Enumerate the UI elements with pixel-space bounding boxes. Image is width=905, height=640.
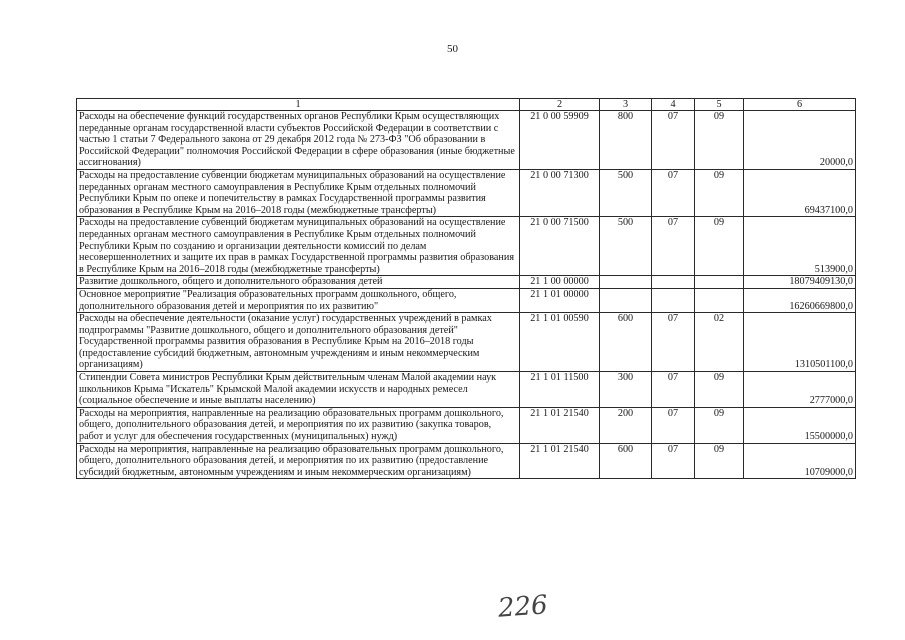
row-col3: 600 — [600, 443, 652, 479]
row-col4: 07 — [652, 111, 695, 170]
row-col4: 07 — [652, 407, 695, 443]
table-row — [77, 217, 856, 276]
row-code: 21 1 01 00590 — [520, 313, 600, 372]
row-col3: 200 — [600, 407, 652, 443]
row-amount: 1310501100,0 — [744, 313, 856, 372]
row-code: 21 1 01 21540 — [520, 407, 600, 443]
row-description: Расходы на предоставление субвенции бюджетам муниципальных образований на осуществление переданных органам местного самоуправления в Республике Крым отдельных полномочий Республики Крым по опеке и попечительству в рамках Государственной программы развития образования в Республике Крым на 2016–2018 годы (межбюджетные трансферты) — [77, 169, 520, 216]
column-header-3: 3 — [600, 99, 652, 111]
row-col5 — [695, 276, 744, 289]
row-amount: 20000,0 — [744, 111, 856, 170]
column-header-2: 2 — [520, 99, 600, 111]
column-header-5: 5 — [695, 99, 744, 111]
handwritten-page-note: 226 — [497, 590, 549, 624]
table-header-row — [77, 99, 856, 111]
row-col5: 09 — [695, 111, 744, 170]
row-code: 21 0 00 59909 — [520, 111, 600, 170]
row-col5 — [695, 288, 744, 312]
row-col3: 300 — [600, 372, 652, 408]
row-amount: 10709000,0 — [744, 443, 856, 479]
row-code: 21 1 00 00000 — [520, 276, 600, 289]
row-code: 21 1 01 00000 — [520, 288, 600, 312]
row-col4: 07 — [652, 372, 695, 408]
row-description: Расходы на мероприятия, направленные на реализацию образовательных программ дошкольного, общего, дополнительного образования детей, и мероприятия по их развитию (закупка товаров, работ и услуг для обеспечения государственных (муниципальных) нужд) — [77, 407, 520, 443]
row-code: 21 1 01 21540 — [520, 443, 600, 479]
row-amount: 69437100,0 — [744, 169, 856, 216]
row-col3 — [600, 276, 652, 289]
row-col4: 07 — [652, 217, 695, 276]
table-row — [77, 288, 856, 312]
row-code: 21 0 00 71500 — [520, 217, 600, 276]
row-col5: 09 — [695, 169, 744, 216]
row-col3: 600 — [600, 313, 652, 372]
row-amount: 513900,0 — [744, 217, 856, 276]
budget-table — [76, 98, 856, 479]
row-description: Расходы на обеспечение функций государственных органов Республики Крым осуществляющих переданные органам государственной власти субъектов Российской Федерации в соответствии с частью 1 статьи 7 Федерального закона от 29 декабря 2012 года № 273-ФЗ "Об образовании в Российской Федерации" полномочия Российской Федерации в сфере образования (иные бюджетные ассигнования) — [77, 111, 520, 170]
table-row — [77, 313, 856, 372]
row-description: Расходы на обеспечение деятельности (оказание услуг) государственных учреждений в рамках подпрограммы "Развитие дошкольного, общего и дополнительного образования детей" Государственной программы развития образования в Республике Крым на 2016–2018 годы (предоставление субсидий бюджетным, автономным учреждениям и иным некоммерческим организациям) — [77, 313, 520, 372]
row-col5: 09 — [695, 372, 744, 408]
row-col3 — [600, 288, 652, 312]
row-col3: 500 — [600, 169, 652, 216]
table-row — [77, 407, 856, 443]
row-col4 — [652, 276, 695, 289]
row-col4: 07 — [652, 443, 695, 479]
row-col5: 09 — [695, 443, 744, 479]
table-row — [77, 372, 856, 408]
row-description: Основное мероприятие "Реализация образовательных программ дошкольного, общего, дополнительного образования детей и мероприятия по их развитию" — [77, 288, 520, 312]
row-col5: 09 — [695, 217, 744, 276]
row-col3: 500 — [600, 217, 652, 276]
row-col4: 07 — [652, 169, 695, 216]
column-header-6: 6 — [744, 99, 856, 111]
row-col3: 800 — [600, 111, 652, 170]
column-header-4: 4 — [652, 99, 695, 111]
row-amount: 18079409130,0 — [744, 276, 856, 289]
table-row — [77, 111, 856, 170]
row-col4 — [652, 288, 695, 312]
row-col5: 09 — [695, 407, 744, 443]
table-row — [77, 276, 856, 289]
row-description: Расходы на мероприятия, направленные на реализацию образовательных программ дошкольного, общего, дополнительного образования детей, и мероприятия по их развитию (предоставление субсидий бюджетным, автономным учреждениям и иным некоммерческим организациям) — [77, 443, 520, 479]
table-row — [77, 443, 856, 479]
row-description: Стипендии Совета министров Республики Крым действительным членам Малой академии наук школьников Крыма "Искатель" Крымской Малой академии искусств и народных ремесел (социальное обеспечение и иные выплаты населению) — [77, 372, 520, 408]
table-row — [77, 169, 856, 216]
row-amount: 16260669800,0 — [744, 288, 856, 312]
row-col4: 07 — [652, 313, 695, 372]
row-amount: 2777000,0 — [744, 372, 856, 408]
row-description: Развитие дошкольного, общего и дополнительного образования детей — [77, 276, 520, 289]
row-col5: 02 — [695, 313, 744, 372]
row-amount: 15500000,0 — [744, 407, 856, 443]
column-header-1: 1 — [77, 99, 520, 111]
page-number: 50 — [447, 43, 458, 55]
row-code: 21 1 01 11500 — [520, 372, 600, 408]
row-description: Расходы на предоставление субвенций бюджетам муниципальных образований на осуществление переданных органам местного самоуправления в Республике Крым отдельных полномочий Республики Крым по созданию и организации деятельности комиссий по делам несовершеннолетних и защите их прав в рамках Государственной программы развития образования в Республике Крым на 2016–2018 годы (межбюджетные трансферты) — [77, 217, 520, 276]
row-code: 21 0 00 71300 — [520, 169, 600, 216]
